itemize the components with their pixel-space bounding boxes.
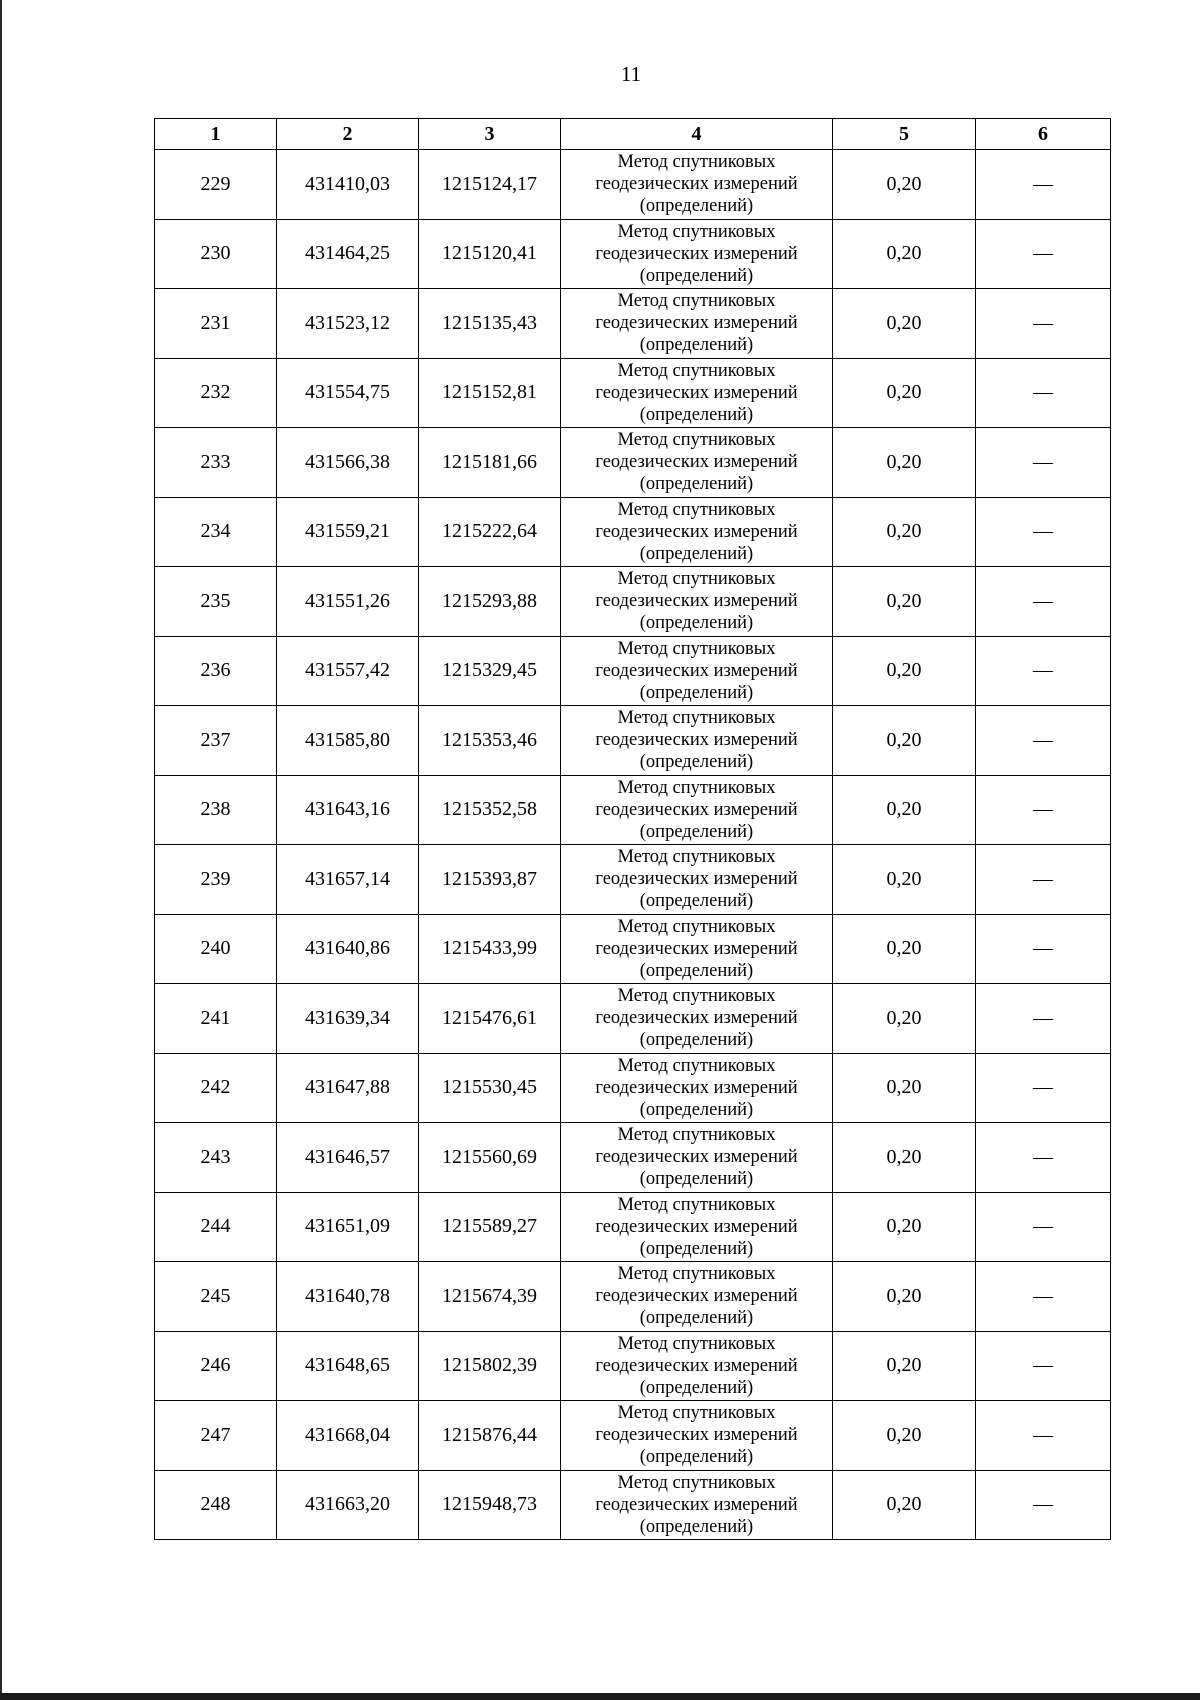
x-coordinate-cell: 431585,80 (277, 706, 419, 776)
method-cell (561, 1401, 833, 1471)
table-row (155, 1401, 1111, 1471)
accuracy-cell: 0,20 (833, 567, 976, 637)
x-coordinate-cell: 431643,16 (277, 775, 419, 845)
method-line: Метод спутниковых (617, 430, 776, 451)
table-row (155, 984, 1111, 1054)
point-number-cell: 233 (155, 428, 277, 498)
x-coordinate-cell: 431640,86 (277, 914, 419, 984)
accuracy-cell: 0,20 (833, 1192, 976, 1262)
page-number: 11 (620, 62, 642, 86)
table-row (155, 1262, 1111, 1332)
table-row (155, 428, 1111, 498)
method-line: геодезических измерений (595, 452, 798, 473)
note-cell: — (976, 1331, 1111, 1401)
method-line: Метод спутниковых (617, 1264, 776, 1285)
method-line: Метод спутниковых (617, 499, 776, 520)
x-coordinate-cell: 431640,78 (277, 1262, 419, 1332)
table-row (155, 636, 1111, 706)
x-coordinate-cell: 431657,14 (277, 845, 419, 915)
y-coordinate-cell: 1215876,44 (419, 1401, 561, 1471)
y-coordinate-cell: 1215560,69 (419, 1123, 561, 1193)
table-row (155, 1470, 1111, 1540)
table-row (155, 567, 1111, 637)
note-cell: — (976, 1192, 1111, 1262)
method-line: (определений) (639, 543, 754, 564)
table-row (155, 1331, 1111, 1401)
y-coordinate-cell: 1215433,99 (419, 914, 561, 984)
point-number-cell: 230 (155, 219, 277, 289)
method-line: (определений) (639, 960, 754, 981)
method-cell (561, 497, 833, 567)
method-line: (определений) (639, 1516, 754, 1537)
method-cell (561, 289, 833, 359)
method-line: Метод спутниковых (617, 1333, 776, 1354)
x-coordinate-cell: 431551,26 (277, 567, 419, 637)
method-line: геодезических измерений (595, 313, 798, 334)
point-number-cell: 236 (155, 636, 277, 706)
method-line: Метод спутниковых (617, 847, 776, 868)
point-number-cell: 232 (155, 358, 277, 428)
x-coordinate-cell: 431523,12 (277, 289, 419, 359)
y-coordinate-cell: 1215353,46 (419, 706, 561, 776)
point-number-cell: 231 (155, 289, 277, 359)
note-cell: — (976, 706, 1111, 776)
note-cell: — (976, 1053, 1111, 1123)
method-line: (определений) (639, 474, 754, 495)
method-cell (561, 845, 833, 915)
y-coordinate-cell: 1215476,61 (419, 984, 561, 1054)
y-coordinate-cell: 1215152,81 (419, 358, 561, 428)
method-line: Метод спутниковых (617, 291, 776, 312)
x-coordinate-cell: 431668,04 (277, 1401, 419, 1471)
accuracy-cell: 0,20 (833, 1470, 976, 1540)
point-number-cell: 238 (155, 775, 277, 845)
y-coordinate-cell: 1215135,43 (419, 289, 561, 359)
method-line: геодезических измерений (595, 938, 798, 959)
method-line: геодезических измерений (595, 243, 798, 264)
point-number-cell: 248 (155, 1470, 277, 1540)
method-line: Метод спутниковых (617, 1125, 776, 1146)
table-row (155, 1053, 1111, 1123)
method-line: Метод спутниковых (617, 1472, 776, 1493)
note-cell: — (976, 914, 1111, 984)
method-line: Метод спутниковых (617, 708, 776, 729)
method-line: Метод спутниковых (617, 916, 776, 937)
accuracy-cell: 0,20 (833, 1053, 976, 1123)
method-cell (561, 914, 833, 984)
method-cell (561, 984, 833, 1054)
accuracy-cell: 0,20 (833, 636, 976, 706)
accuracy-cell: 0,20 (833, 984, 976, 1054)
method-cell (561, 1192, 833, 1262)
accuracy-cell: 0,20 (833, 1401, 976, 1471)
method-line: Метод спутниковых (617, 360, 776, 381)
method-cell (561, 1053, 833, 1123)
method-line: геодезических измерений (595, 660, 798, 681)
method-line: Метод спутниковых (617, 1055, 776, 1076)
column-header-3: 3 (419, 119, 561, 150)
method-cell (561, 428, 833, 498)
x-coordinate-cell: 431647,88 (277, 1053, 419, 1123)
method-line: Метод спутниковых (617, 1403, 776, 1424)
x-coordinate-cell: 431566,38 (277, 428, 419, 498)
point-number-cell: 246 (155, 1331, 277, 1401)
method-line: (определений) (639, 1377, 754, 1398)
method-line: (определений) (639, 1447, 754, 1468)
x-coordinate-cell: 431639,34 (277, 984, 419, 1054)
note-cell: — (976, 984, 1111, 1054)
y-coordinate-cell: 1215948,73 (419, 1470, 561, 1540)
table-row (155, 150, 1111, 220)
table-row (155, 775, 1111, 845)
note-cell: — (976, 219, 1111, 289)
method-line: геодезических измерений (595, 521, 798, 542)
method-cell (561, 1123, 833, 1193)
accuracy-cell: 0,20 (833, 1123, 976, 1193)
method-line: геодезических измерений (595, 591, 798, 612)
table-row (155, 358, 1111, 428)
column-header-2: 2 (277, 119, 419, 150)
coordinates-table (154, 118, 1111, 1540)
method-cell (561, 358, 833, 428)
point-number-cell: 244 (155, 1192, 277, 1262)
note-cell: — (976, 567, 1111, 637)
y-coordinate-cell: 1215393,87 (419, 845, 561, 915)
table-row (155, 845, 1111, 915)
column-header-5: 5 (833, 119, 976, 150)
point-number-cell: 245 (155, 1262, 277, 1332)
method-cell (561, 1331, 833, 1401)
x-coordinate-cell: 431559,21 (277, 497, 419, 567)
table-row (155, 497, 1111, 567)
column-header-6: 6 (976, 119, 1111, 150)
method-line: геодезических измерений (595, 1494, 798, 1515)
accuracy-cell: 0,20 (833, 497, 976, 567)
method-line: (определений) (639, 1030, 754, 1051)
method-line: Метод спутниковых (617, 152, 776, 173)
point-number-cell: 237 (155, 706, 277, 776)
method-line: Метод спутниковых (617, 777, 776, 798)
method-line: (определений) (639, 1238, 754, 1259)
table-row (155, 914, 1111, 984)
note-cell: — (976, 428, 1111, 498)
column-header-1: 1 (155, 119, 277, 150)
x-coordinate-cell: 431663,20 (277, 1470, 419, 1540)
accuracy-cell: 0,20 (833, 1331, 976, 1401)
y-coordinate-cell: 1215124,17 (419, 150, 561, 220)
point-number-cell: 229 (155, 150, 277, 220)
method-line: Метод спутниковых (617, 986, 776, 1007)
method-line: геодезических измерений (595, 799, 798, 820)
note-cell: — (976, 358, 1111, 428)
note-cell: — (976, 775, 1111, 845)
method-line: (определений) (639, 752, 754, 773)
x-coordinate-cell: 431557,42 (277, 636, 419, 706)
method-line: Метод спутниковых (617, 638, 776, 659)
method-line: геодезических измерений (595, 1008, 798, 1029)
point-number-cell: 243 (155, 1123, 277, 1193)
method-line: Метод спутниковых (617, 221, 776, 242)
method-line: Метод спутниковых (617, 1194, 776, 1215)
accuracy-cell: 0,20 (833, 289, 976, 359)
method-line: (определений) (639, 196, 754, 217)
method-cell (561, 775, 833, 845)
y-coordinate-cell: 1215293,88 (419, 567, 561, 637)
point-number-cell: 234 (155, 497, 277, 567)
method-line: Метод спутниковых (617, 569, 776, 590)
method-cell (561, 706, 833, 776)
note-cell: — (976, 845, 1111, 915)
accuracy-cell: 0,20 (833, 1262, 976, 1332)
method-line: (определений) (639, 404, 754, 425)
note-cell: — (976, 1470, 1111, 1540)
x-coordinate-cell: 431464,25 (277, 219, 419, 289)
y-coordinate-cell: 1215530,45 (419, 1053, 561, 1123)
table-row (155, 1123, 1111, 1193)
y-coordinate-cell: 1215589,27 (419, 1192, 561, 1262)
y-coordinate-cell: 1215181,66 (419, 428, 561, 498)
method-line: (определений) (639, 891, 754, 912)
method-line: геодезических измерений (595, 1355, 798, 1376)
method-line: геодезических измерений (595, 174, 798, 195)
note-cell: — (976, 636, 1111, 706)
method-line: (определений) (639, 335, 754, 356)
method-line: геодезических измерений (595, 1077, 798, 1098)
table-row (155, 706, 1111, 776)
x-coordinate-cell: 431646,57 (277, 1123, 419, 1193)
method-cell (561, 150, 833, 220)
accuracy-cell: 0,20 (833, 358, 976, 428)
y-coordinate-cell: 1215674,39 (419, 1262, 561, 1332)
y-coordinate-cell: 1215802,39 (419, 1331, 561, 1401)
point-number-cell: 235 (155, 567, 277, 637)
column-header-4: 4 (561, 119, 833, 150)
method-line: геодезических измерений (595, 1147, 798, 1168)
y-coordinate-cell: 1215352,58 (419, 775, 561, 845)
method-cell (561, 567, 833, 637)
point-number-cell: 241 (155, 984, 277, 1054)
y-coordinate-cell: 1215222,64 (419, 497, 561, 567)
point-number-cell: 239 (155, 845, 277, 915)
note-cell: — (976, 1123, 1111, 1193)
point-number-cell: 247 (155, 1401, 277, 1471)
method-line: геодезических измерений (595, 1286, 798, 1307)
accuracy-cell: 0,20 (833, 706, 976, 776)
x-coordinate-cell: 431554,75 (277, 358, 419, 428)
method-line: (определений) (639, 265, 754, 286)
method-line: геодезических измерений (595, 382, 798, 403)
y-coordinate-cell: 1215120,41 (419, 219, 561, 289)
method-line: (определений) (639, 1169, 754, 1190)
method-line: (определений) (639, 821, 754, 842)
method-line: (определений) (639, 1099, 754, 1120)
note-cell: — (976, 289, 1111, 359)
method-line: геодезических измерений (595, 730, 798, 751)
accuracy-cell: 0,20 (833, 150, 976, 220)
page-left-edge (0, 0, 2, 1700)
accuracy-cell: 0,20 (833, 775, 976, 845)
x-coordinate-cell: 431410,03 (277, 150, 419, 220)
y-coordinate-cell: 1215329,45 (419, 636, 561, 706)
note-cell: — (976, 497, 1111, 567)
accuracy-cell: 0,20 (833, 219, 976, 289)
table-row (155, 289, 1111, 359)
x-coordinate-cell: 431648,65 (277, 1331, 419, 1401)
x-coordinate-cell: 431651,09 (277, 1192, 419, 1262)
accuracy-cell: 0,20 (833, 428, 976, 498)
method-cell (561, 1262, 833, 1332)
method-cell (561, 1470, 833, 1540)
note-cell: — (976, 1401, 1111, 1471)
note-cell: — (976, 150, 1111, 220)
point-number-cell: 242 (155, 1053, 277, 1123)
accuracy-cell: 0,20 (833, 914, 976, 984)
method-cell (561, 636, 833, 706)
method-line: геодезических измерений (595, 1425, 798, 1446)
accuracy-cell: 0,20 (833, 845, 976, 915)
table-body (155, 150, 1111, 1540)
method-line: геодезических измерений (595, 1216, 798, 1237)
page-bottom-edge (0, 1693, 1200, 1700)
point-number-cell: 240 (155, 914, 277, 984)
table-row (155, 219, 1111, 289)
note-cell: — (976, 1262, 1111, 1332)
method-line: геодезических измерений (595, 869, 798, 890)
method-line: (определений) (639, 682, 754, 703)
method-cell (561, 219, 833, 289)
table-header-row (155, 119, 1111, 150)
table-row (155, 1192, 1111, 1262)
method-line: (определений) (639, 1308, 754, 1329)
method-line: (определений) (639, 613, 754, 634)
